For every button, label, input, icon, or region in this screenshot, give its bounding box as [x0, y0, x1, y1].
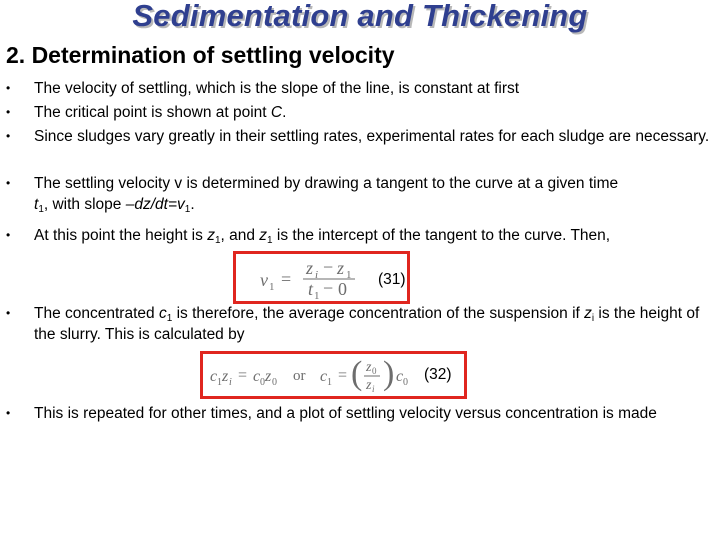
- bullet-1: [6, 78, 712, 99]
- svg-text:1: 1: [269, 281, 275, 293]
- section-heading: 2. Determination of settling velocity: [6, 42, 395, 68]
- bullet-2: [6, 102, 712, 123]
- bullet-marker: •: [6, 406, 11, 420]
- svg-text:0: 0: [372, 366, 377, 376]
- svg-text:or: or: [293, 368, 306, 384]
- height-subscript: 1: [214, 235, 221, 246]
- svg-text:0: 0: [338, 279, 347, 299]
- svg-text:z: z: [366, 378, 372, 393]
- bullet-marker: •: [6, 306, 11, 320]
- bullet-5: [6, 225, 712, 246]
- bullet-marker: •: [6, 176, 11, 190]
- bullet-text: The critical point is shown at point: [34, 104, 271, 121]
- bullet-7: [6, 403, 712, 447]
- concentration-subscript: 1: [166, 313, 173, 324]
- bullet-text-end: is the height of the slurry. This is calculated by: [34, 305, 700, 343]
- svg-text:z: z: [366, 360, 372, 375]
- svg-text:v: v: [260, 270, 268, 290]
- bullet-text: At this point the height is: [34, 227, 208, 244]
- bullet-text-end: .: [282, 104, 287, 121]
- bullet-text-end: .: [190, 196, 195, 213]
- bullet-text: The velocity of settling, which is the slope of the line, is constant at first: [34, 80, 520, 97]
- svg-text:0: 0: [272, 377, 277, 388]
- equation-number: (31): [378, 271, 406, 288]
- equation-32-box: [200, 351, 467, 399]
- bullet-4: [6, 173, 712, 217]
- svg-text:z: z: [306, 258, 314, 278]
- svg-text:z: z: [222, 368, 229, 385]
- bullet-marker: •: [6, 81, 11, 95]
- bullet-text: This is repeated for other times, and a plot of settling velocity versus concentration is made: [34, 405, 657, 422]
- svg-text:=: =: [238, 367, 248, 384]
- time-subscript: 1: [38, 204, 44, 215]
- svg-text:): ): [383, 355, 395, 392]
- svg-text:i: i: [229, 377, 232, 388]
- svg-text:(: (: [351, 355, 363, 392]
- svg-text:0: 0: [260, 377, 265, 388]
- height-symbol: z: [207, 227, 215, 244]
- svg-text:1: 1: [217, 377, 222, 388]
- slope-subscript: 1: [184, 204, 191, 215]
- bullet-6: [6, 303, 712, 347]
- bullet-text-mid: , and: [220, 227, 260, 244]
- svg-text:1: 1: [327, 377, 332, 388]
- svg-text:i: i: [372, 384, 375, 394]
- svg-text:c: c: [396, 368, 404, 385]
- bullet-text: The settling velocity v is determined by drawing a tangent to the curve at a given time: [34, 175, 619, 192]
- svg-text:−: −: [323, 278, 334, 298]
- bullet-text-mid: , with slope: [43, 196, 126, 213]
- height-symbol: z: [259, 227, 268, 244]
- concentration-symbol: c: [158, 305, 167, 322]
- svg-text:1: 1: [346, 269, 352, 281]
- bullet-text-end: is the intercept of the tangent to the curve. Then,: [272, 227, 611, 244]
- bullet-marker: •: [6, 228, 11, 242]
- svg-text:c: c: [253, 368, 261, 385]
- bullet-marker: •: [6, 129, 11, 143]
- equation-number: (32): [424, 366, 452, 383]
- svg-text:t: t: [308, 279, 314, 299]
- svg-text:i: i: [315, 269, 319, 281]
- slide-title: Sedimentation and Thickening: [132, 0, 588, 33]
- svg-text:c: c: [320, 368, 328, 385]
- height-subscript: i: [591, 313, 595, 324]
- svg-text:1: 1: [314, 290, 320, 301]
- svg-text:z: z: [337, 258, 345, 278]
- svg-text:c: c: [210, 368, 218, 385]
- slope-expression: –dz/dt=v: [125, 196, 185, 213]
- svg-text:0: 0: [403, 377, 408, 388]
- svg-text:−: −: [323, 257, 334, 277]
- bullet-text: The concentrated: [34, 305, 159, 322]
- svg-text:=: =: [338, 367, 348, 384]
- time-symbol: t: [34, 196, 39, 213]
- point-label: C: [270, 104, 283, 121]
- bullet-marker: •: [6, 105, 11, 119]
- svg-text:z: z: [265, 368, 272, 385]
- bullet-text: Since sludges vary greatly in their settling rates, experimental rates for each sludge are necessary.: [34, 128, 710, 145]
- equation-31-box: [233, 251, 410, 304]
- bullet-3: [6, 126, 712, 170]
- bullet-text-mid: is therefore, the average concentration of the suspension if: [172, 305, 585, 322]
- height-subscript: 1: [267, 235, 273, 246]
- height-symbol: z: [584, 305, 592, 322]
- svg-text:=: =: [281, 269, 292, 289]
